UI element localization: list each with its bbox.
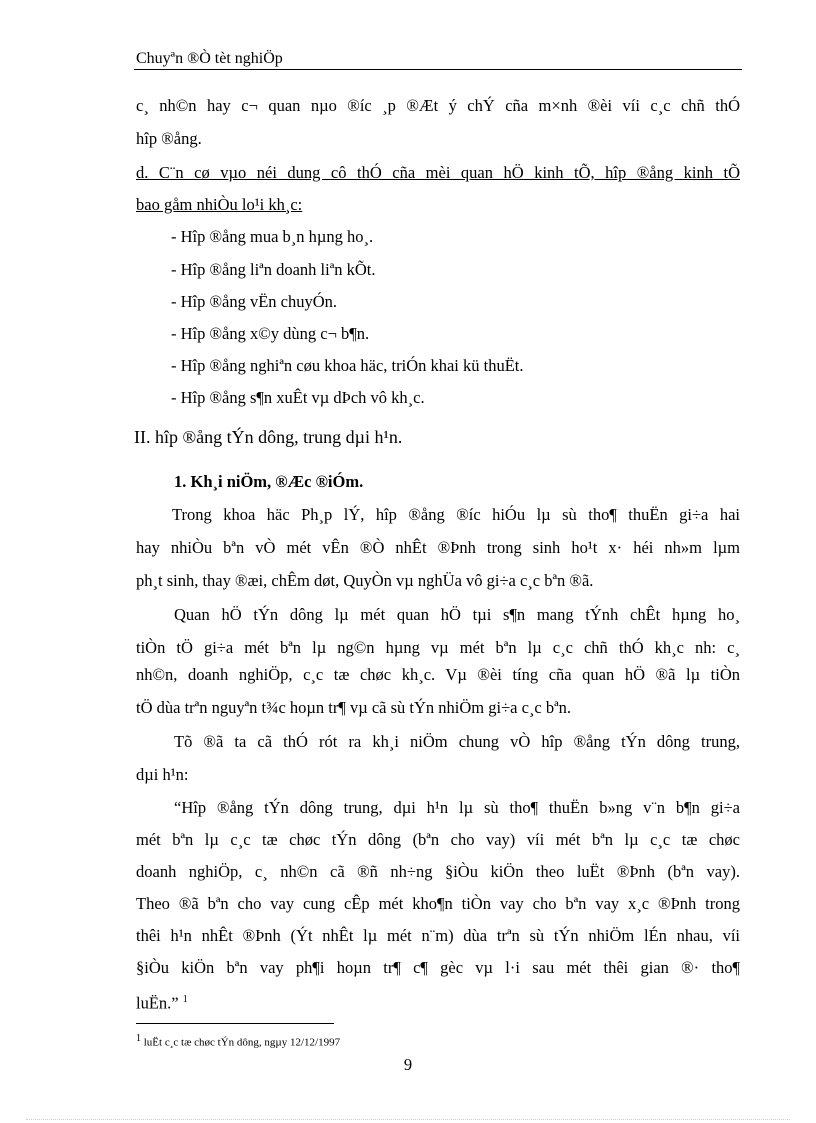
paragraph-line: tiÒn tÖ gi÷a mét bªn lµ ng©n hµng vµ mét bªn lµ c¸c chñ thÓ kh¸c nh: c¸ <box>136 638 740 657</box>
quote-line: doanh nghiÖp, c¸ nh©n cã ®ñ nh÷ng §iÒu kiÖn theo luËt ®Þnh (bªn vay). <box>136 862 740 881</box>
list-item: - Hîp ®ång liªn doanh liªn kÕt. <box>171 260 376 279</box>
paragraph-line: Trong khoa häc Ph¸p lÝ, hîp ®ång ®íc hiÓu lµ sù tho¶ thuËn gi÷a hai <box>172 505 740 524</box>
body-line: hîp ®ång. <box>136 129 202 148</box>
quote-line: thêi h¹n nhÊt ®Þnh (Ýt nhÊt lµ mét n¨m) dùa trªn sù tÝn nhiÖm lÉn nhau, víi <box>136 926 740 945</box>
list-item: - Hîp ®ång x©y dùng c¬ b¶n. <box>171 324 370 343</box>
section-heading: II. hîp ®ång tÝn dông, trung dµi h¹n. <box>134 427 403 447</box>
running-header: Chuyªn ®Ò tèt nghiÖp <box>136 50 283 67</box>
quote-line: “Hîp ®ång tÝn dông trung, dµi h¹n lµ sù tho¶ thuËn b»ng v¨n b¶n gi÷a <box>174 798 740 817</box>
header-divider <box>134 69 742 70</box>
paragraph-line: nh©n, doanh nghiÖp, c¸c tæ chøc kh¸c. Vµ ®èi tíng cña quan hÖ ®ã lµ tiÒn <box>136 665 740 684</box>
list-item: - Hîp ®ång s¶n xuÊt vµ dÞch vô kh¸c. <box>171 388 425 407</box>
quote-line <box>136 990 740 1014</box>
paragraph-line: dµi h¹n: <box>136 765 189 784</box>
list-item: - Hîp ®ång nghiªn cøu khoa häc, triÓn khai kü thuËt. <box>171 356 524 375</box>
footnote-divider <box>136 1023 334 1024</box>
list-heading-line: d. C¨n cø vµo néi dung cô thÓ cña mèi quan hÖ kinh tÕ, hîp ®ång kinh tÕ <box>136 163 740 182</box>
body-line: c¸ nh©n hay c¬ quan nµo ®íc ¸p ®Æt ý chÝ cña m×nh ®èi víi c¸c chñ thÓ <box>136 96 740 115</box>
page-number: 9 <box>403 1055 413 1074</box>
list-item: - Hîp ®ång mua b¸n hµng ho¸. <box>171 227 374 246</box>
quote-line: §iÒu kiÖn bªn vay ph¶i hoµn tr¶ c¶ gèc vµ l·i sau mét thêi gian ®· tho¶ <box>136 958 740 977</box>
paragraph-line: tÖ dùa trªn nguyªn t¾c hoµn tr¶ vµ cã sù tÝn nhiÖm gi÷a c¸c bªn. <box>136 698 572 717</box>
footnote-marker: 1 <box>136 1033 141 1044</box>
paragraph-line: Tõ ®ã ta cã thÓ rót ra kh¸i niÖm chung vÒ hîp ®ång tÝn dông trung, <box>174 732 740 751</box>
quote-line: mét bªn lµ c¸c tæ chøc tÝn dông (bªn cho vay) víi mét bªn lµ c¸c tæ chøc <box>136 830 740 849</box>
footnote-ref[interactable]: 1 <box>182 994 188 1005</box>
subsection-heading: 1. Kh¸i niÖm, ®Æc ®iÓm. <box>174 472 364 491</box>
quote-line: Theo ®ã bªn cho vay cung cÊp mét kho¶n tiÒn vay cho bªn vay x¸c ®Þnh trong <box>136 894 740 913</box>
page-bottom-border <box>26 1119 790 1120</box>
list-heading-line: bao gåm nhiÒu lo¹i kh¸c: <box>136 195 303 214</box>
quote-end: luËn.” <box>136 993 179 1013</box>
paragraph-line: hay nhiÒu bªn vÒ mét vÊn ®Ò nhÊt ®Þnh trong sinh ho¹t x· héi nh»m lµm <box>136 538 740 557</box>
footnote-text: luËt c¸c tæ chøc tÝn dông, ngµy 12/12/1997 <box>143 1036 341 1049</box>
paragraph-line: Quan hÖ tÝn dông lµ mét quan hÖ tµi s¶n mang tÝnh chÊt hµng ho¸ <box>174 605 740 624</box>
paragraph-line: ph¸t sinh, thay ®æi, chÊm døt, QuyÒn vµ nghÜa vô gi÷a c¸c bªn ®ã. <box>136 571 594 590</box>
list-item: - Hîp ®ång vËn chuyÓn. <box>171 292 338 311</box>
footnote <box>136 1033 340 1049</box>
